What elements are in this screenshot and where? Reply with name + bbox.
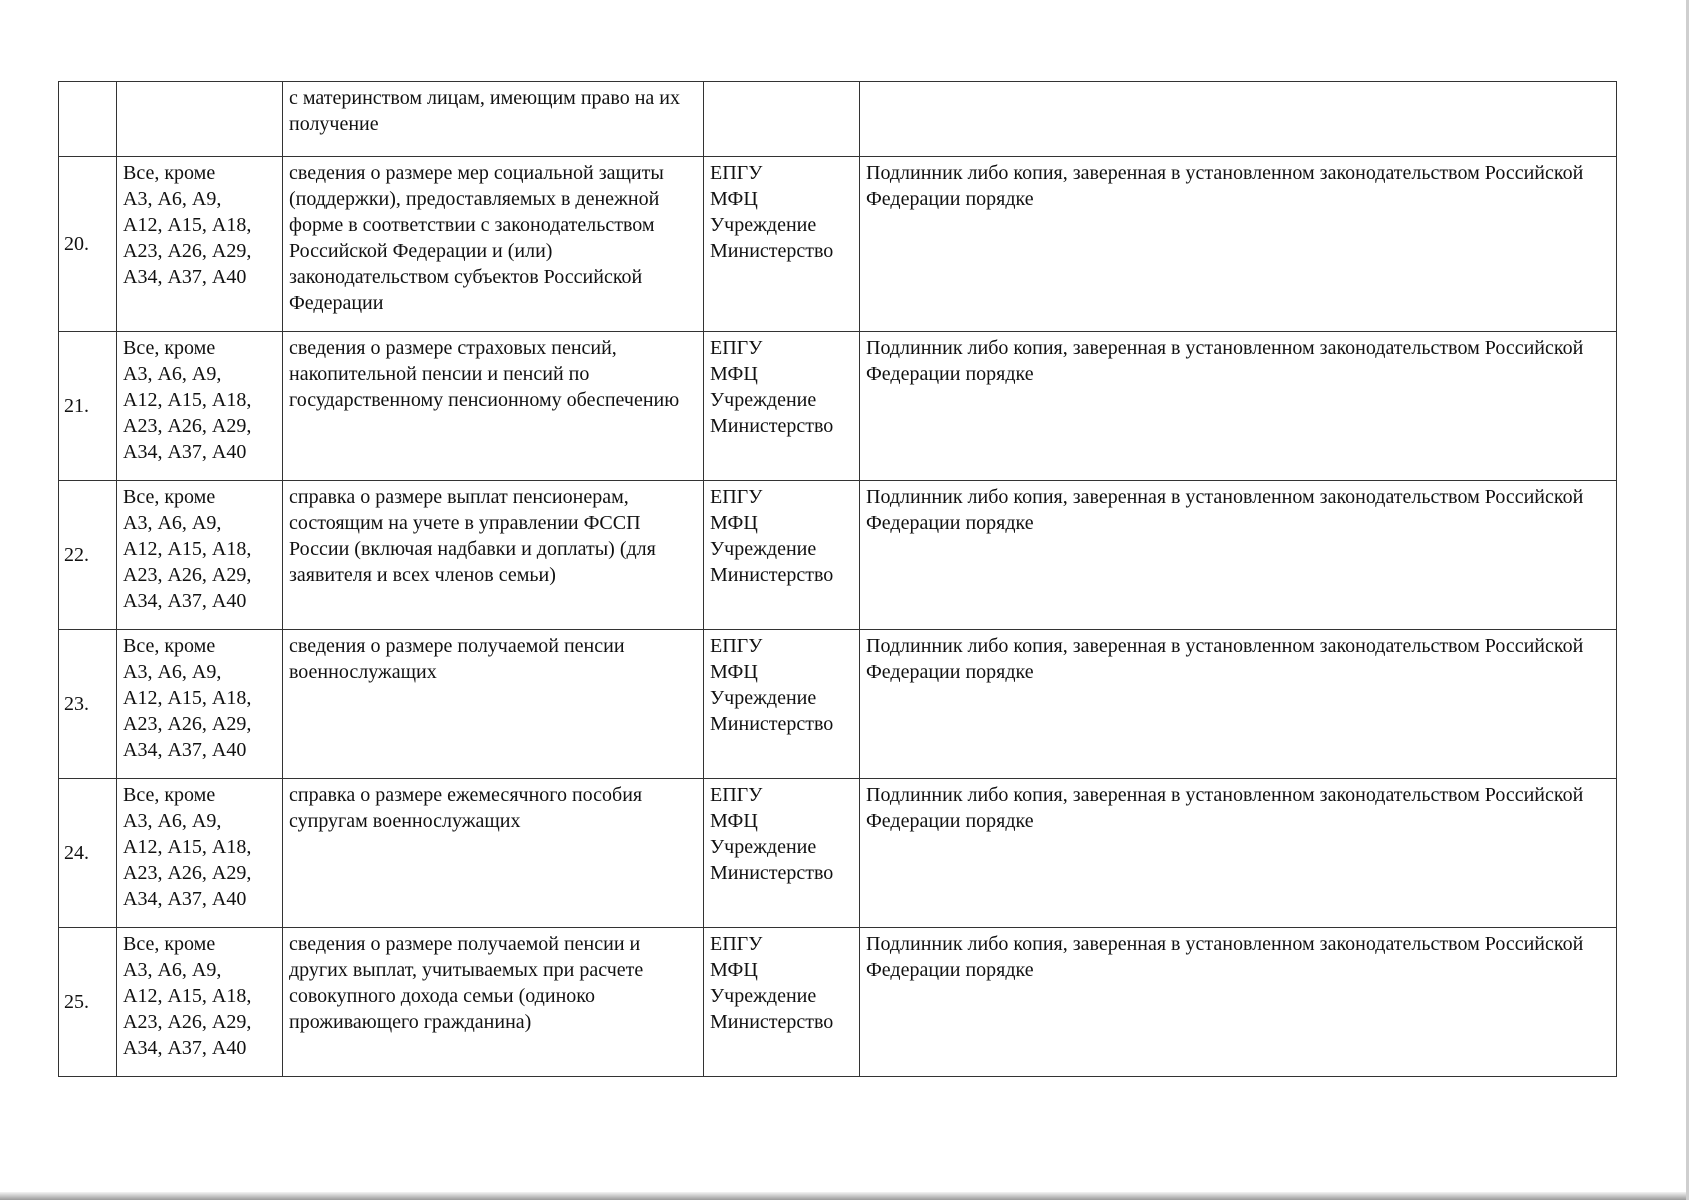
table-row [59,82,1617,157]
row-number: 24. [59,779,117,928]
document-description: справка о размере ежемесячного пособия супругам военнослужащих [283,779,704,928]
document-form: Подлинник либо копия, заверенная в установленном законодательством Российской Федерации порядке [860,928,1617,1077]
applicant-categories: Все, кроме А3, А6, А9, А12, А15, А18, А23, А26, А29, А34, А37, А40 [117,779,283,928]
applicant-categories: Все, кроме А3, А6, А9, А12, А15, А18, А23, А26, А29, А34, А37, А40 [117,332,283,481]
submission-channels: ЕПГУ МФЦ Учреждение Министерство [704,779,860,928]
document-form: Подлинник либо копия, заверенная в установленном законодательством Российской Федерации порядке [860,630,1617,779]
table-row [59,481,1617,630]
table-row [59,928,1617,1077]
row-number [59,82,117,157]
document-form: Подлинник либо копия, заверенная в установленном законодательством Российской Федерации порядке [860,779,1617,928]
scan-page-edge [0,1192,1689,1200]
table-row [59,779,1617,928]
submission-channels [704,82,860,157]
row-number: 23. [59,630,117,779]
applicant-categories: Все, кроме А3, А6, А9, А12, А15, А18, А23, А26, А29, А34, А37, А40 [117,481,283,630]
row-number: 22. [59,481,117,630]
submission-channels: ЕПГУ МФЦ Учреждение Министерство [704,630,860,779]
applicant-categories: Все, кроме А3, А6, А9, А12, А15, А18, А23, А26, А29, А34, А37, А40 [117,157,283,332]
document-description: сведения о размере страховых пенсий, накопительной пенсии и пенсий по государственному пенсионному обеспечению [283,332,704,481]
document-form [860,82,1617,157]
submission-channels: ЕПГУ МФЦ Учреждение Министерство [704,481,860,630]
table-row [59,332,1617,481]
applicant-categories: Все, кроме А3, А6, А9, А12, А15, А18, А23, А26, А29, А34, А37, А40 [117,928,283,1077]
document-description: справка о размере выплат пенсионерам, состоящим на учете в управлении ФССП России (включая надбавки и доплаты) (для заявителя и всех членов семьи) [283,481,704,630]
applicant-categories [117,82,283,157]
row-number: 21. [59,332,117,481]
document-form: Подлинник либо копия, заверенная в установленном законодательством Российской Федерации порядке [860,157,1617,332]
table-row [59,157,1617,332]
row-number: 20. [59,157,117,332]
submission-channels: ЕПГУ МФЦ Учреждение Министерство [704,928,860,1077]
document-form: Подлинник либо копия, заверенная в установленном законодательством Российской Федерации порядке [860,332,1617,481]
submission-channels: ЕПГУ МФЦ Учреждение Министерство [704,157,860,332]
submission-channels: ЕПГУ МФЦ Учреждение Министерство [704,332,860,481]
document-description: сведения о размере получаемой пенсии и других выплат, учитываемых при расчете совокупного дохода семьи (одиноко проживающего гражданина) [283,928,704,1077]
table-row [59,630,1617,779]
document-description: сведения о размере получаемой пенсии военнослужащих [283,630,704,779]
documents-table [58,81,1617,1077]
applicant-categories: Все, кроме А3, А6, А9, А12, А15, А18, А23, А26, А29, А34, А37, А40 [117,630,283,779]
row-number: 25. [59,928,117,1077]
document-description: сведения о размере мер социальной защиты (поддержки), предоставляемых в денежной форме в соответствии с законодательством Российской Федерации и (или) законодательством субъектов Российской Федерации [283,157,704,332]
document-description: с материнством лицам, имеющим право на их получение [283,82,704,157]
document-form: Подлинник либо копия, заверенная в установленном законодательством Российской Федерации порядке [860,481,1617,630]
